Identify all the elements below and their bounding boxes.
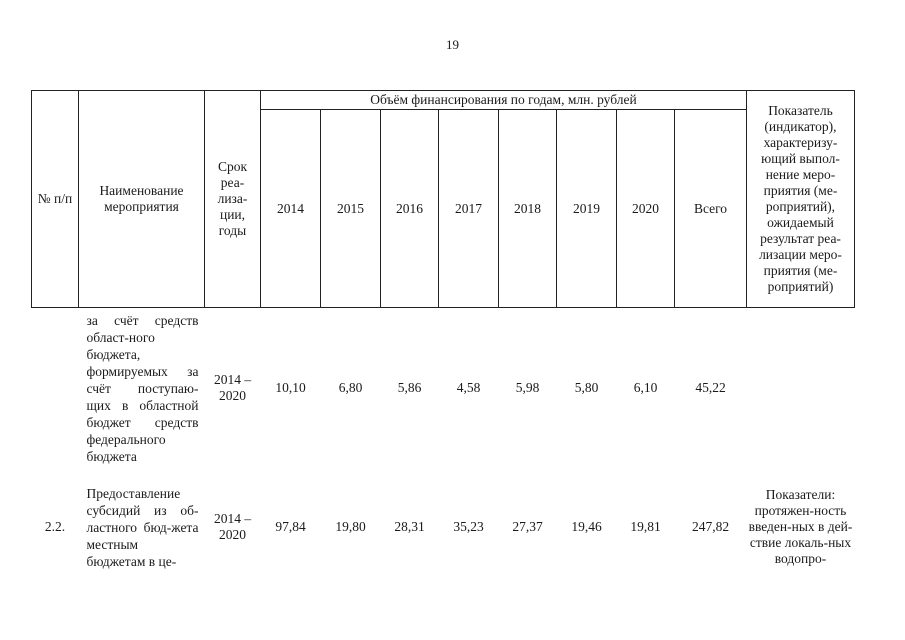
header-term: Срок реа-лиза-ции, годы <box>205 91 261 308</box>
row-indicator <box>747 308 855 469</box>
header-year-2017: 2017 <box>439 110 499 308</box>
row-value-2019: 5,80 <box>574 380 599 395</box>
row-value-2016: 5,86 <box>397 380 422 395</box>
row-number: 2.2. <box>44 519 66 534</box>
table-row <box>32 308 855 469</box>
funding-table <box>31 90 855 586</box>
row-name: за счёт средств област-ного бюджета, формируемых за счёт поступаю-щих в областной бюджет средств федерального бюджета <box>86 312 199 464</box>
row-value-2014: 10,10 <box>275 380 306 395</box>
header-row <box>32 91 855 110</box>
row-value-2017: 4,58 <box>456 380 481 395</box>
table-row <box>32 468 855 586</box>
header-funding: Объём финансирования по годам, млн. рублей <box>261 91 747 110</box>
row-value-2017: 35,23 <box>453 519 484 534</box>
header-indicator: Показатель (индикатор), характеризу-ющий выпол-нение меро-приятия (ме-роприятий), ожидаемый результат реа-лизации меро-приятия (ме-роприятий) <box>747 91 855 308</box>
row-value-2020: 19,81 <box>630 519 661 534</box>
row-total: 247,82 <box>691 519 730 534</box>
row-term: 2014 – 2020 <box>213 511 252 542</box>
header-year-2020: 2020 <box>617 110 675 308</box>
header-year-2018: 2018 <box>499 110 557 308</box>
row-value-2015: 19,80 <box>335 519 366 534</box>
row-value-2015: 6,80 <box>338 380 363 395</box>
row-name: Предоставление субсидий из об-ластного бюд-жета местным бюджетам в це- <box>86 485 199 569</box>
row-value-2014: 97,84 <box>275 519 306 534</box>
header-year-2016: 2016 <box>381 110 439 308</box>
header-total: Всего <box>675 110 747 308</box>
row-term: 2014 – 2020 <box>213 372 252 403</box>
header-year-2014: 2014 <box>261 110 321 308</box>
header-name: Наименование мероприятия <box>79 91 205 308</box>
page-number: 19 <box>446 37 459 52</box>
header-year-2019: 2019 <box>557 110 617 308</box>
row-value-2018: 5,98 <box>515 380 540 395</box>
row-number <box>32 308 79 469</box>
row-value-2019: 19,46 <box>571 519 602 534</box>
row-value-2016: 28,31 <box>394 519 425 534</box>
row-indicator: Показатели: протяжен-ность введен-ных в дей-ствие локаль-ных водопро- <box>748 487 853 566</box>
row-total: 45,22 <box>695 380 726 395</box>
row-value-2018: 27,37 <box>512 519 543 534</box>
header-year-2015: 2015 <box>321 110 381 308</box>
header-number: № п/п <box>32 91 79 308</box>
row-value-2020: 6,10 <box>633 380 658 395</box>
